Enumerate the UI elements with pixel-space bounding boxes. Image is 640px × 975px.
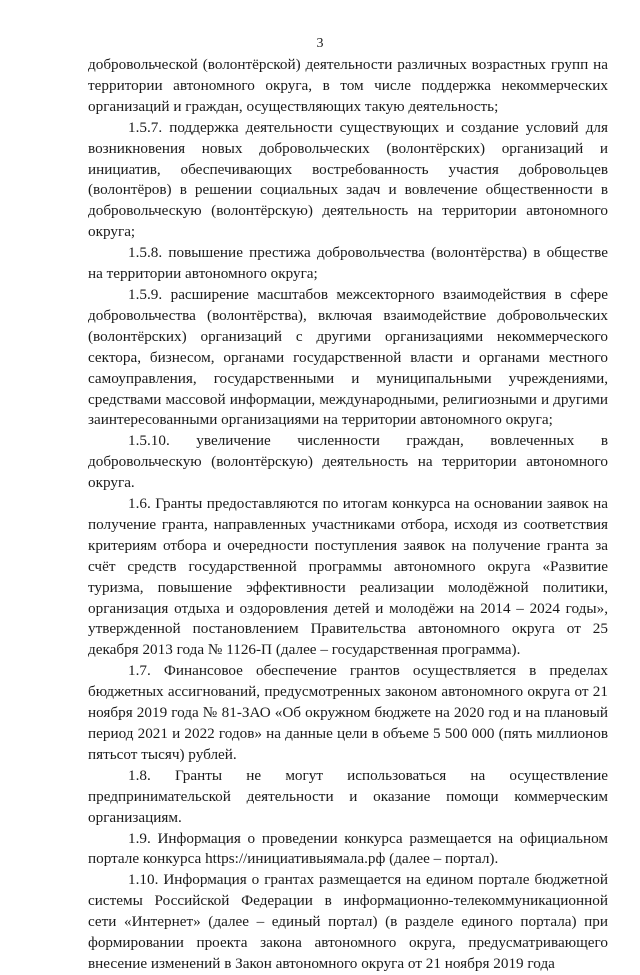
paragraph: 1.9. Информация о проведении конкурса размещается на официальном портале конкурса https://инициативыямала.рф (далее – портал). <box>88 829 608 868</box>
page-number: 3 <box>316 36 324 51</box>
document-body <box>88 55 608 975</box>
paragraph: 1.5.9. расширение масштабов межсекторного взаимодействия в сфере добровольчества (волонтёрства), включая взаимодействие добровольческих (волонтёрских) организаций с другими организациями некоммерческого сектора, бизнесом, органами государственной власти и органами местного самоуправления, государственными и муниципальными учреждениями, средствами массовой информации, международными, религиозными и другими заинтересованными организациями на территории автономного округа; <box>88 285 608 429</box>
paragraph: 1.5.8. повышение престижа добровольчества (волонтёрства) в обществе на территории автономного округа; <box>88 244 608 283</box>
paragraph: 1.6. Гранты предоставляются по итогам конкурса на основании заявок на получение гранта, направленных участниками отбора, исходя из соответствия критериям отбора и очередности поступления заявок на получение гранта за счёт средств государственной программы автономного округа «Развитие туризма, повышение эффективности реализации молодёжной политики, организация отдыха и оздоровления детей и молодёжи на 2014 – 2024 годы», утвержденной постановлением Правительства автономного округа от 25 декабря 2013 года № 1126-П (далее – государственная программа). <box>88 495 608 659</box>
paragraph: 1.10. Информация о грантах размещается на едином портале бюджетной системы Российской Федерации в информационно-телекоммуникационной сети «Интернет» (далее – единый портал) (в разделе единого портала) при формировании проекта закона автономного округа, предусматривающего внесение изменений в Закон автономного округа от 21 ноября 2019 года <box>88 871 608 972</box>
paragraph: добровольческой (волонтёрской) деятельности различных возрастных групп на территории автономного округа, в том числе поддержка некоммерческих организаций и граждан, осуществляющих такую деятельность; <box>88 56 608 115</box>
paragraph: 1.5.7. поддержка деятельности существующих и создание условий для возникновения новых добровольческих (волонтёрских) организаций и инициатив, обеспечивающих востребованность участия добровольцев (волонтёров) в решении социальных задач и вовлечение общественности в добровольческую (волонтёрскую) деятельность на территории автономного округа; <box>88 118 608 241</box>
paragraph: 1.5.10. увеличение численности граждан, вовлеченных в добровольческую (волонтёрскую) деятельность на территории автономного округа. <box>88 432 608 492</box>
paragraph: 1.8. Гранты не могут использоваться на осуществление предпринимательской деятельности и оказание помощи коммерческим организациям. <box>88 766 608 826</box>
paragraph: 1.7. Финансовое обеспечение грантов осуществляется в пределах бюджетных ассигнований, предусмотренных законом автономного округа от 21 ноября 2019 года № 81-ЗАО «Об окружном бюджете на 2020 год и на плановый период 2021 и 2022 годов» на данные цели в объеме 5 500 000 (пять миллионов пятьсот тысяч) рублей. <box>88 662 608 763</box>
